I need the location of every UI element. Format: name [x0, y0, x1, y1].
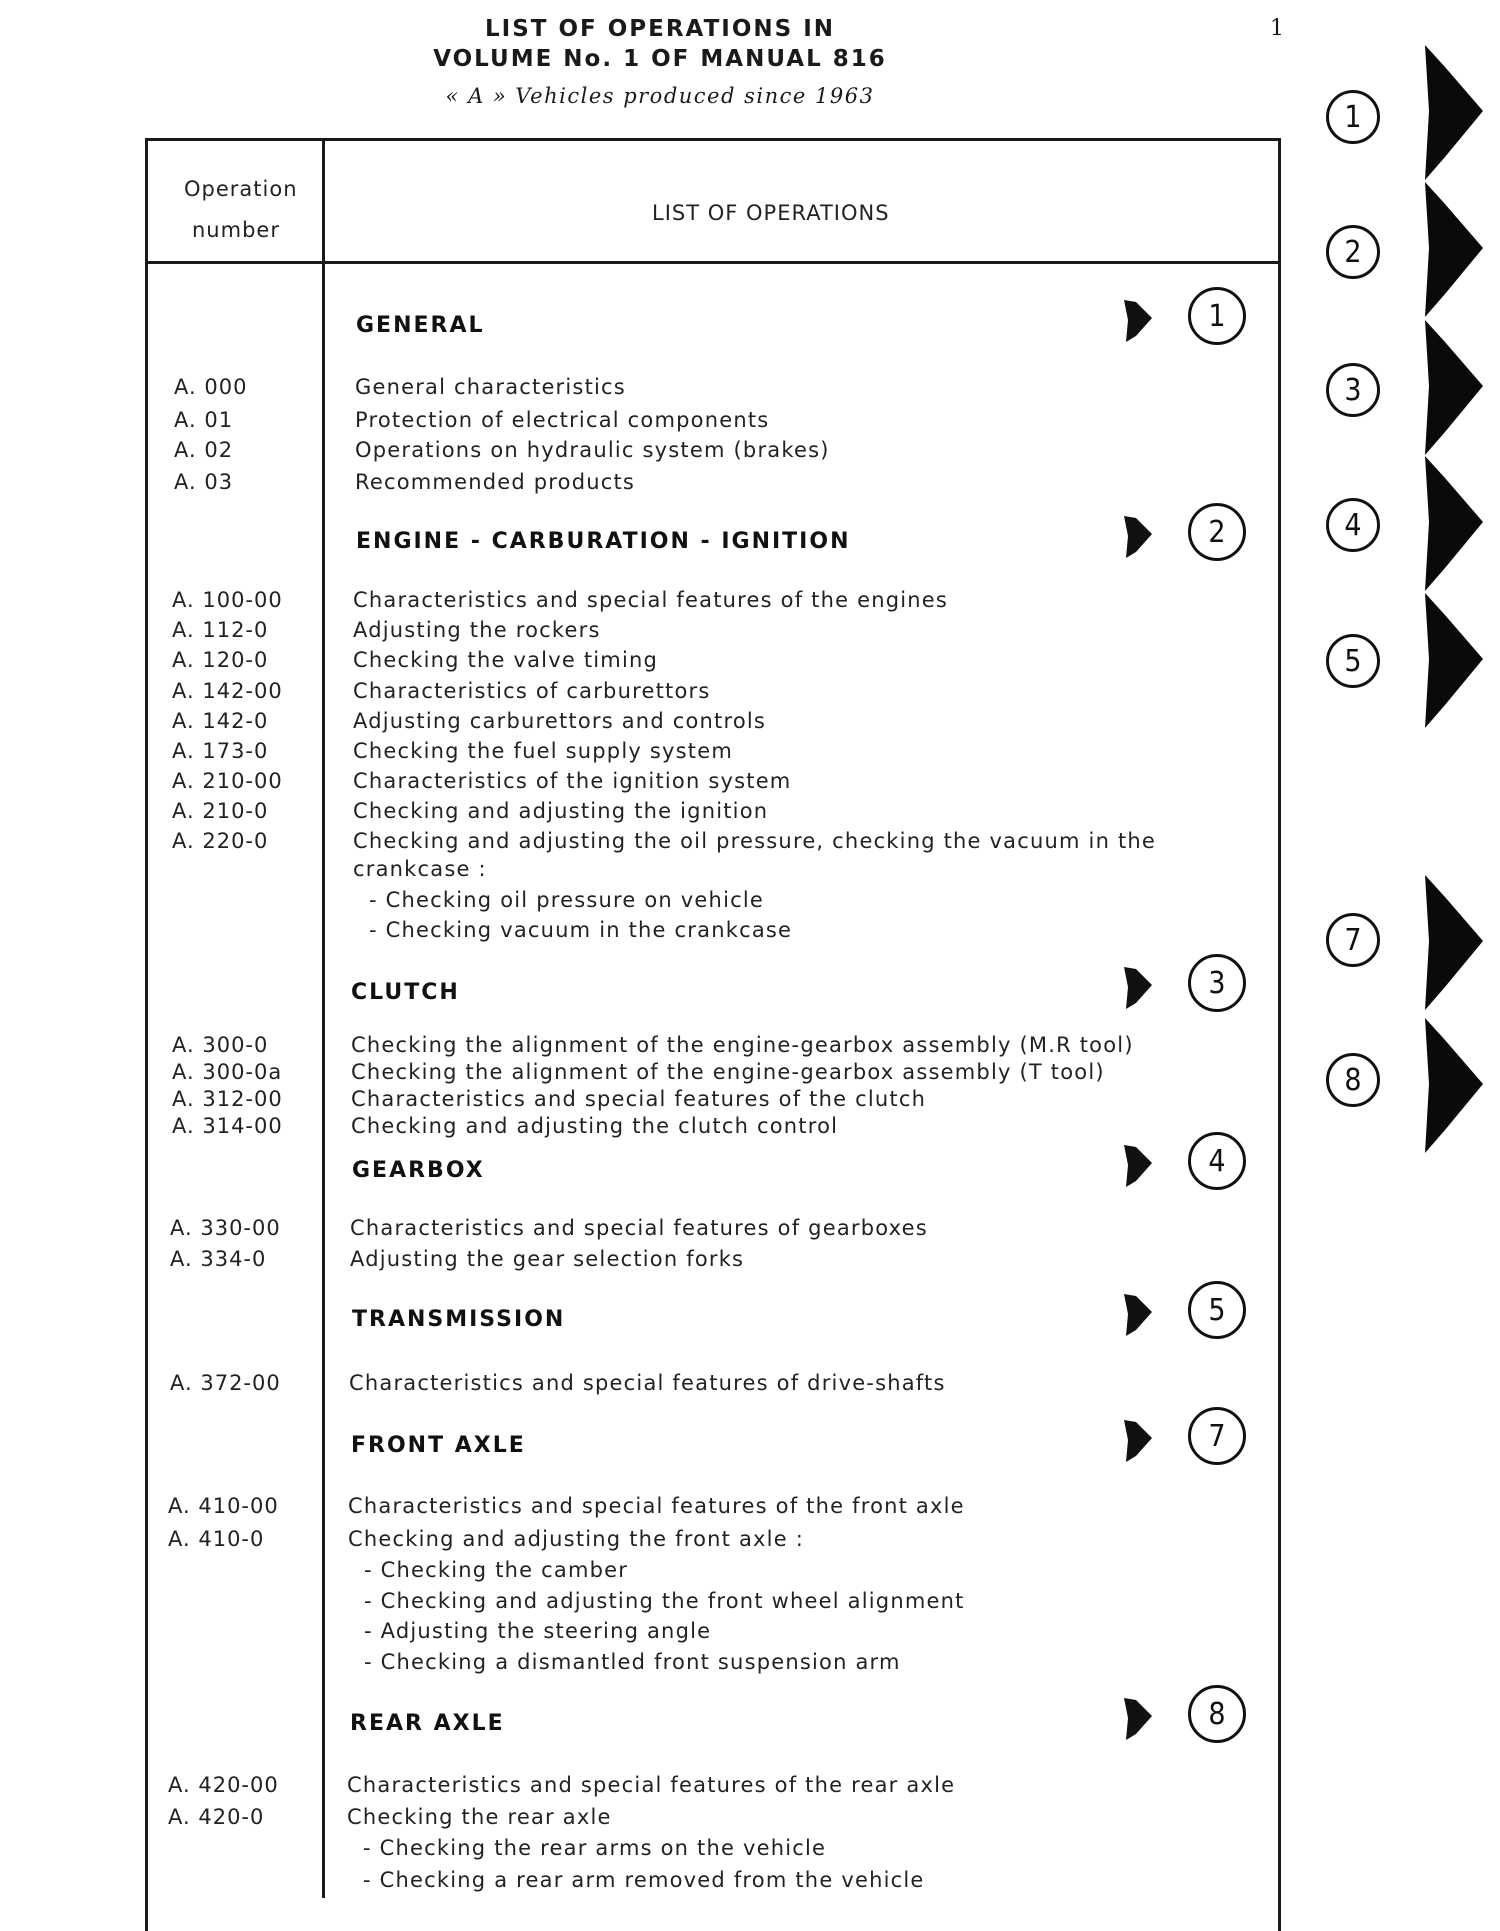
thumb-tab-circle[interactable]: [1326, 1053, 1380, 1107]
operation-description: Checking and adjusting the oil pressure, checking the vacuum in the: [353, 829, 1157, 853]
operation-description: - Checking and adjusting the front wheel alignment: [364, 1589, 965, 1613]
operation-number: A. 330-00: [170, 1216, 281, 1240]
operation-description: - Checking a rear arm removed from the vehicle: [363, 1868, 925, 1892]
document-title-line-2: VOLUME No. 1 OF MANUAL 816: [433, 46, 887, 72]
operation-number: A. 03: [174, 470, 234, 494]
operation-description: Characteristics and special features of the front axle: [348, 1494, 965, 1518]
operation-description: General characteristics: [355, 375, 626, 399]
thumb-tab-circle[interactable]: [1326, 498, 1380, 552]
operation-description: Adjusting the gear selection forks: [350, 1247, 745, 1271]
operation-description: Checking and adjusting the front axle :: [348, 1527, 804, 1551]
column-header-number-line-1: Operation: [184, 177, 298, 201]
operation-number: A. 210-0: [172, 799, 269, 823]
operation-number: A. 420-0: [168, 1805, 265, 1829]
section-title: CLUTCH: [351, 980, 460, 1005]
thumb-tab-arrow-icon[interactable]: [1423, 182, 1485, 317]
operation-description: - Checking vacuum in the crankcase: [369, 918, 793, 942]
section-title: GENERAL: [356, 313, 485, 338]
column-header-list: LIST OF OPERATIONS: [652, 201, 890, 225]
column-divider: [322, 138, 325, 1898]
operation-description: Checking the fuel supply system: [353, 739, 733, 763]
thumb-tab-circle[interactable]: [1326, 363, 1380, 417]
operation-number: A. 372-00: [170, 1371, 281, 1395]
tab-number: 8: [1208, 1696, 1226, 1732]
operation-description: Characteristics and special features of the engines: [353, 588, 949, 612]
section-tab-circle: [1188, 287, 1246, 345]
section-tab-circle: [1188, 1132, 1246, 1190]
document-subtitle: « A » Vehicles produced since 1963: [445, 84, 875, 108]
tab-number: 4: [1208, 1143, 1226, 1179]
section-title: GEARBOX: [352, 1158, 485, 1183]
thumb-tab-arrow-icon[interactable]: [1423, 1018, 1485, 1153]
operation-number: A. 410-00: [168, 1494, 279, 1518]
tab-number: 8: [1344, 1062, 1362, 1098]
section-arrow-icon: [1122, 1694, 1154, 1742]
operation-number: A. 300-0: [172, 1033, 269, 1057]
tab-number: 2: [1208, 514, 1226, 550]
column-header-number-line-2: number: [192, 218, 280, 242]
operation-description: Checking the valve timing: [353, 648, 659, 672]
operation-description: Checking the alignment of the engine-gearbox assembly (T tool): [351, 1060, 1105, 1084]
section-tab-circle: [1188, 954, 1246, 1012]
operation-description: Characteristics of the ignition system: [353, 769, 792, 793]
operation-number: A. 334-0: [170, 1247, 267, 1271]
tab-number: 7: [1344, 922, 1362, 958]
operation-description: Operations on hydraulic system (brakes): [355, 438, 830, 462]
tab-number: 2: [1344, 234, 1362, 270]
operation-description: Characteristics and special features of the clutch: [351, 1087, 927, 1111]
thumb-tab-circle[interactable]: [1326, 634, 1380, 688]
section-arrow-icon: [1122, 1290, 1154, 1338]
tab-number: 5: [1344, 643, 1362, 679]
operation-number: A. 142-0: [172, 709, 269, 733]
operation-number: A. 420-00: [168, 1773, 279, 1797]
operation-number: A. 210-00: [172, 769, 283, 793]
section-title: FRONT AXLE: [351, 1433, 526, 1458]
tab-number: 5: [1208, 1292, 1226, 1328]
thumb-tab-arrow-icon[interactable]: [1423, 593, 1485, 728]
section-title: TRANSMISSION: [352, 1307, 566, 1332]
operation-description: Protection of electrical components: [355, 408, 770, 432]
tab-number: 4: [1344, 507, 1362, 543]
operation-description: Adjusting the rockers: [353, 618, 601, 642]
section-arrow-icon: [1122, 296, 1154, 344]
operation-number: A. 300-0a: [172, 1060, 283, 1084]
operation-number: A. 000: [174, 375, 248, 399]
operation-number: A. 314-00: [172, 1114, 283, 1138]
thumb-tab-circle[interactable]: [1326, 90, 1380, 144]
section-tab-circle: [1188, 503, 1246, 561]
operation-description: Characteristics and special features of the rear axle: [347, 1773, 956, 1797]
operation-number: A. 01: [174, 408, 234, 432]
operation-description: - Checking the rear arms on the vehicle: [363, 1836, 827, 1860]
section-arrow-icon: [1122, 512, 1154, 560]
section-arrow-icon: [1122, 1141, 1154, 1189]
operation-description: - Checking the camber: [364, 1558, 629, 1582]
operation-number: A. 142-00: [172, 679, 283, 703]
document-title-line-1: LIST OF OPERATIONS IN: [484, 16, 836, 42]
operation-description: Checking and adjusting the ignition: [353, 799, 769, 823]
operation-number: A. 112-0: [172, 618, 269, 642]
operation-description: Characteristics and special features of drive-shafts: [349, 1371, 946, 1395]
operation-number: A. 312-00: [172, 1087, 283, 1111]
operation-number: A. 220-0: [172, 829, 269, 853]
thumb-tab-circle[interactable]: [1326, 913, 1380, 967]
operation-description: Adjusting carburettors and controls: [353, 709, 767, 733]
section-title: ENGINE - CARBURATION - IGNITION: [356, 529, 851, 554]
operation-number: A. 02: [174, 438, 234, 462]
thumb-tab-arrow-icon[interactable]: [1423, 320, 1485, 455]
operation-description: Recommended products: [355, 470, 636, 494]
tab-number: 7: [1208, 1418, 1226, 1454]
operation-description: Characteristics and special features of gearboxes: [350, 1216, 928, 1240]
thumb-tab-arrow-icon[interactable]: [1423, 875, 1485, 1010]
section-tab-circle: [1188, 1281, 1246, 1339]
operation-description: - Checking oil pressure on vehicle: [369, 888, 765, 912]
operation-description: Checking and adjusting the clutch control: [351, 1114, 839, 1138]
operation-number: A. 100-00: [172, 588, 283, 612]
header-rule: [145, 261, 1278, 264]
operation-description: crankcase :: [353, 857, 487, 881]
operation-description: Characteristics of carburettors: [353, 679, 711, 703]
operation-number: A. 410-0: [168, 1527, 265, 1551]
page-number: 1: [1270, 16, 1284, 41]
section-arrow-icon: [1122, 1416, 1154, 1464]
tab-number: 3: [1344, 372, 1362, 408]
operation-description: Checking the rear axle: [347, 1805, 612, 1829]
thumb-tab-arrow-icon[interactable]: [1423, 456, 1485, 591]
section-tab-circle: [1188, 1407, 1246, 1465]
operation-description: - Adjusting the steering angle: [364, 1619, 712, 1643]
tab-number: 1: [1344, 99, 1362, 135]
operation-number: A. 173-0: [172, 739, 269, 763]
operation-description: Checking the alignment of the engine-gearbox assembly (M.R tool): [351, 1033, 1134, 1057]
thumb-tab-circle[interactable]: [1326, 225, 1380, 279]
section-tab-circle: [1188, 1685, 1246, 1743]
section-title: REAR AXLE: [350, 1711, 505, 1736]
operation-description: - Checking a dismantled front suspension arm: [364, 1650, 901, 1674]
tab-number: 1: [1208, 298, 1226, 334]
section-arrow-icon: [1122, 963, 1154, 1011]
thumb-tab-arrow-icon[interactable]: [1423, 45, 1485, 180]
tab-number: 3: [1208, 965, 1226, 1001]
operation-number: A. 120-0: [172, 648, 269, 672]
